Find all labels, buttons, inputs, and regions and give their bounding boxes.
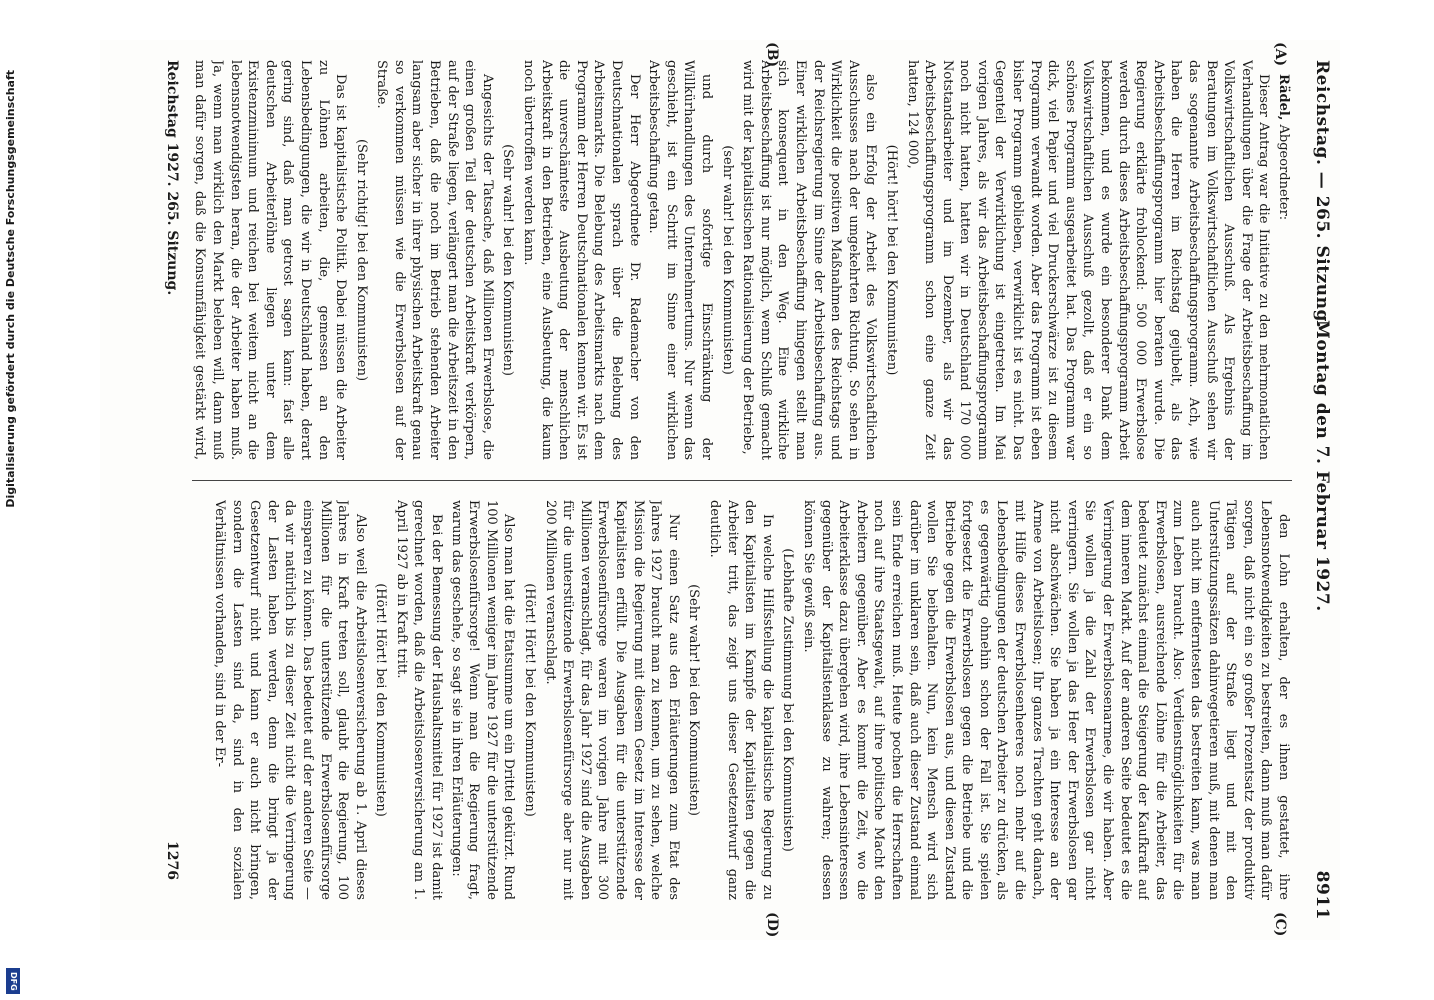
footer-page-number: 1276 bbox=[164, 841, 180, 880]
page-footer bbox=[156, 60, 180, 920]
margin-mark-a: (A) bbox=[1272, 42, 1288, 67]
speaker-role: Abgeordneter: bbox=[1276, 124, 1291, 221]
interjection: (Hört! hört! bei den Kommunisten) bbox=[883, 144, 899, 376]
dfg-logo-icon: DFG bbox=[6, 968, 20, 994]
page-header bbox=[1302, 60, 1332, 940]
header-date: Montag den 7. Februar 1927. bbox=[1312, 320, 1332, 612]
paragraph: also ein Erfolg der Arbeit des Volkswirtschaftlichen Ausschusses nach der umgekehrten Richtung. So sehen in Wirklichkeit die positiven Maßnahmen des Reichstags und der Reichsregierung im Sinne der Arbeitsbeschaffung aus. Einer wirklichen Arbeitsbeschaffung hingegen stellt man sich konsequent in den Weg. Eine wirkliche Arbeitsbeschaffung ist nur möglich, wenn Schluß gemacht wird mit der kapitalistischen Rationalisierung der Betriebe, bbox=[740, 60, 879, 460]
interjection: (Sehr wahr! bei den Kommunisten) bbox=[686, 584, 702, 816]
speaker-line bbox=[1274, 60, 1292, 460]
paragraph: Angesichts der Tatsache, daß Millionen Erwerbslose, die einen großen Teil der deutschen Arbeitskraft verkörpern, auf der Straße liegen, verlängert man die Arbeitszeit in den Betrieben, daß die noch im Betrieb stehenden Arbeiter langsam aber sicher in ihrer physischen Arbeitskraft genau so verkommen müssen wie die Erwerbslosen auf der Straße. bbox=[374, 60, 495, 460]
digitization-credit bbox=[4, 0, 20, 1000]
interjection: (Lebhafte Zustimmung bei den Kommunisten) bbox=[780, 548, 796, 852]
credit-text: Digitalisierung gefördert durch die Deutsche Forschungsgemeinschaft bbox=[4, 70, 17, 508]
margin-mark-c: (C) bbox=[1272, 912, 1288, 937]
paragraph: und durch sofortige Einschränkung der Willkürhandlungen des Unternehmertums. Nur wenn das geschieht, ist ein Schritt im Sinne einer wirklichen Arbeitsbeschaffung getan. bbox=[646, 60, 714, 460]
paragraph: Das ist kapitalistische Politik. Dabei müssen die Arbeiter zu Löhnen arbeiten, die, gemessen an den Lebensbedingungen, die wir in Deutschland haben, derart gering sind, daß man getrost sagen kann: fast alle deutschen Arbeiterlöhne liegen unter dem Existenzminimum und reichen bei weitem nicht an die lebensnotwendigsten heran, die der Arbeiter haben muß. Ja, wenn man wirklich den Markt beleben will, dann muß man dafür sorgen, daß die Konsumfähigkeit gestärkt wird, bbox=[192, 60, 349, 460]
left-column bbox=[192, 60, 1292, 460]
interjection: (Hört! Hört! bei den Kommunisten) bbox=[522, 583, 538, 817]
paragraph: In welche Hilfsstellung die kapitalistische Regierung zu den Kapitalisten im Kampfe der Kapitalisten gegen die Arbeiter tritt, das zeigt uns dieser Gesetzentwurf ganz deutlich. bbox=[707, 500, 775, 900]
paragraph: Also man hat die Etatsumme um ein Drittel gekürzt. Rund 100 Millionen weniger im Jahre 1927 für die unterstützende Erwerbslosenfürsorge! Wenn man die Regierung fragt, warum das geschehe, so sagt sie in ihren Erläuterungen: bbox=[448, 500, 517, 900]
paragraph: Der Herr Abgeordnete Dr. Rademacher von den Deutschnationalen sprach über die Belebung des Arbeitsmarkts. Die Belebung des Arbeitsmarkts nach dem Programm der Herren Deutschnationalen kennen wir. Es ist die unverschämteste Ausbeutung der menschlichen Arbeitskraft in den Betrieben, eine Ausbeutung, die kaum noch übertroffen werden kann. bbox=[521, 60, 642, 460]
interjection: (Sehr wahr! bei den Kommunisten) bbox=[500, 144, 516, 376]
header-page-number: 8911 bbox=[1312, 870, 1332, 920]
paragraph: Bei der Bemessung der Haushaltsmittel für 1927 ist damit gerechnet worden, daß die Arbeitslosenversicherung am 1. April 1927 ab in Kraft tritt. bbox=[393, 500, 445, 900]
footer-session: Reichstag 1927. 265. Sitzung. bbox=[164, 60, 180, 296]
paragraph: den Lohn erhalten, der es ihnen gestattet, ihre Lebensnotwendigkeiten zu bestreiten, dann muß man dafür sorgen, daß nicht ein so großer Prozentsatz der produktiv Tätigen auf der Straße liegt und mit den Unterstützungssätzen dahinvegetieren muß, mit denen man auch nicht im entferntesten das bestreiten kann, was man zum Leben braucht. Also: Verdienstmöglichkeiten für die Erwerbslosen, ausreichende Löhne für die Arbeiter, das bedeutet zunächst einmal die Steigerung der Kaufkraft auf dem inneren Markt. Auf der anderen Seite bedeutet es die Verringerung der Erwerbslosenarmee, die wir haben. Aber Sie wollen ja die Zahl der Erwerbslosen gar nicht verringern. Sie wollen ja das Heer der Erwerbslosen gar nicht abschwächen. Sie haben ja ein Interesse an der Armee von Arbeitslosen; Ihr ganzes Trachten geht danach, mit Hilfe dieses Erwerbslosenheeres noch mehr auf die Lebensbedingungen der deutschen Arbeiter zu drücken, als es gegenwärtig ohnehin schon der Fall ist. Sie spielen fortgesetzt die Erwerbslosen gegen die Betriebe und die Betriebe gegen die Erwerbslosen aus, und diesen Zustand wollen Sie beibehalten. Nun, kein Mensch wird sich darüber im unklaren sein, daß auch dieser Zustand einmal sein Ende erreichen muß. Heute pochen die Herrschaften noch auf ihre Staatsgewalt, auf ihre politische Macht den Arbeitern gegenüber. Aber es kommt die Zeit, wo die Arbeiterklasse dazu übergehen wird, ihre Lebensinteressen gegenüber der Kapitalistenklasse zu wahren; dessen können Sie gewiß sein. bbox=[800, 500, 1291, 900]
interjection: (sehr wahr! bei den Kommunisten) bbox=[719, 145, 735, 375]
interjection: (Sehr richtig! bei den Kommunisten) bbox=[353, 138, 369, 382]
speaker-name: Rädel, bbox=[1276, 74, 1291, 121]
margin-mark-b: (B) bbox=[764, 42, 780, 68]
paragraph: Nur einen Satz aus den Erläuterungen zum Etat des Jahres 1927 braucht man zu kennen, um zu sehen, welche Mission die Regierung mit diesem Gesetz im Interesse der Kapitalisten erfüllt. Die Ausgaben für die unterstützende Erwerbslosenfürsorge waren im vorigen Jahre mit 300 Millionen veranschlagt, für das Jahr 1927 sind die Ausgaben für die unterstützende Erwerbslosenfürsorge aber nur mit 200 Millionen veranschlagt. bbox=[542, 500, 681, 900]
margin-mark-d: (D) bbox=[764, 912, 780, 938]
column-divider bbox=[192, 480, 1292, 481]
interjection: (Hört! Hört! bei den Kommunisten) bbox=[373, 583, 389, 817]
right-column bbox=[192, 500, 1292, 900]
scanned-page bbox=[100, 40, 1340, 940]
paragraph: Dieser Antrag war die Initiative zu den mehrmonatlichen Verhandlungen über die Frage der Arbeitsbeschaffung im Volkswirtschaftlichen Ausschuß. Als Ergebnis der Beratungen im Volkswirtschaftlichen Ausschuß sehen wir das sogenannte Arbeitsbeschaffungsprogramm. Ach, wie haben die Herren im Reichstag gejubelt, als das Arbeitsbeschaffungsprogramm hier beraten wurde. Die Regierung erklärte frohlockend: 500 000 Erwerbslose werden durch dieses Arbeitsbeschaffungsprogramm Arbeit bekommen, und es wurde ein besonderer Dank dem Volkswirtschaftlichen Ausschuß gezollt, daß er ein so schönes Programm ausgearbeitet hat. Das Programm war dick, viel Papier und viel Druckerschwärze ist zu diesem Programm verwandt worden. Aber das Programm ist eben bisher Programm geblieben, verwirklicht ist es nicht. Das Gegenteil der Verwirklichung ist eingetreten. Im Mai vorigen Jahres, als wir das Arbeitsbeschaffungsprogramm noch nicht hatten, hatten wir in Deutschland 170 000 Notstandsarbeiter und im Dezember, als wir das Arbeitsbeschaffungsprogramm schon eine ganze Zeit hatten, 124 000, bbox=[904, 60, 1272, 460]
header-title: Reichstag. — 265. Sitzung. bbox=[1312, 60, 1332, 329]
paragraph: Also weil die Arbeitslosenversicherung ab 1. April dieses Jahres in Kraft treten soll, glaubt die Regierung, 100 Millionen für die unterstützende Erwerbslosenfürsorge einsparen zu können. Das bedeutet auf der anderen Seite — da wir natürlich bis zu dieser Zeit nicht die Verringerung der Lasten haben werden, denn die bringt ja der Gesetzentwurf nicht und kann er auch nicht bringen, sondern die Lasten sind da, sind in den sozialen Verhältnissen vorhanden, sind in der Er- bbox=[211, 500, 368, 900]
